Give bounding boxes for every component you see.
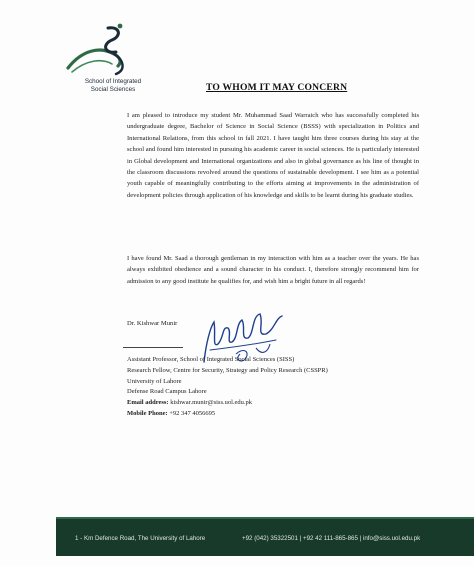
signatory-phone bbox=[127, 409, 427, 420]
signatory-university: University of Lahore bbox=[127, 377, 182, 385]
email-value[interactable]: kishwar.munir@siss.uol.edu.pk bbox=[170, 399, 253, 407]
signatory-fellowship: Research Fellow, Centre for Security, Strategy and Policy Research (CSSPR) bbox=[127, 366, 328, 374]
signature-line bbox=[123, 347, 183, 348]
email-label: Email address: bbox=[127, 399, 169, 407]
phone-value: +92 347 4056695 bbox=[169, 409, 216, 417]
signatory-details bbox=[127, 355, 427, 420]
phone-label: Mobile Phone: bbox=[127, 409, 168, 417]
signatory-email bbox=[127, 398, 427, 409]
letter-paragraph-1: I am pleased to introduce my student Mr. Muhammad Saad Warraich who has successfully completed his undergraduate degree, Bachelor of Science in Social Science (BSSS) with specialization in Politics and International Relations, from this school in fall 2021. I have taught him three courses during his stay at the school and found him interested in pursuing his academic career in social sciences. He is particularly interested in Global development and International organizations and also in global governance as his line of thought in the classroom discussions revolved around the questions of sustainable development. I see him as a potential youth capable of meaningfully contributing to the efforts aiming at improvements in the administration of development policies through application of his knowledge and skills to be learnt during his graduate studies. bbox=[127, 112, 419, 199]
school-name bbox=[68, 78, 158, 94]
letter-paragraph-2: I have found Mr. Saad a thorough gentleman in my interaction with him as a teacher over the years. He has always exhibited obedience and a sound character in his conduct. I, therefore strongly recommend him for admission to any good institute he qualifies for, and wish him a bright future in all regards! bbox=[127, 255, 419, 285]
signatory-title: Assistant Professor, School of Integrated Social Sciences (SISS) bbox=[127, 356, 295, 363]
signatory-campus: Defense Road Campus Lahore bbox=[127, 388, 207, 396]
siss-logo-icon bbox=[62, 20, 142, 78]
footer-contacts: +92 (042) 35322501 | +92 42 111-865-865 | info@siss.uol.edu.pk bbox=[242, 535, 421, 542]
school-name-line1: School of Integrated bbox=[84, 78, 142, 85]
footer-address: 1 - Km Defence Road, The University of Lahore bbox=[75, 535, 206, 542]
school-name-line2: Social Sciences bbox=[90, 86, 136, 94]
letter-heading: TO WHOM IT MAY CONCERN bbox=[206, 82, 348, 93]
signatory-name: Dr. Kishwar Munir bbox=[127, 320, 178, 327]
